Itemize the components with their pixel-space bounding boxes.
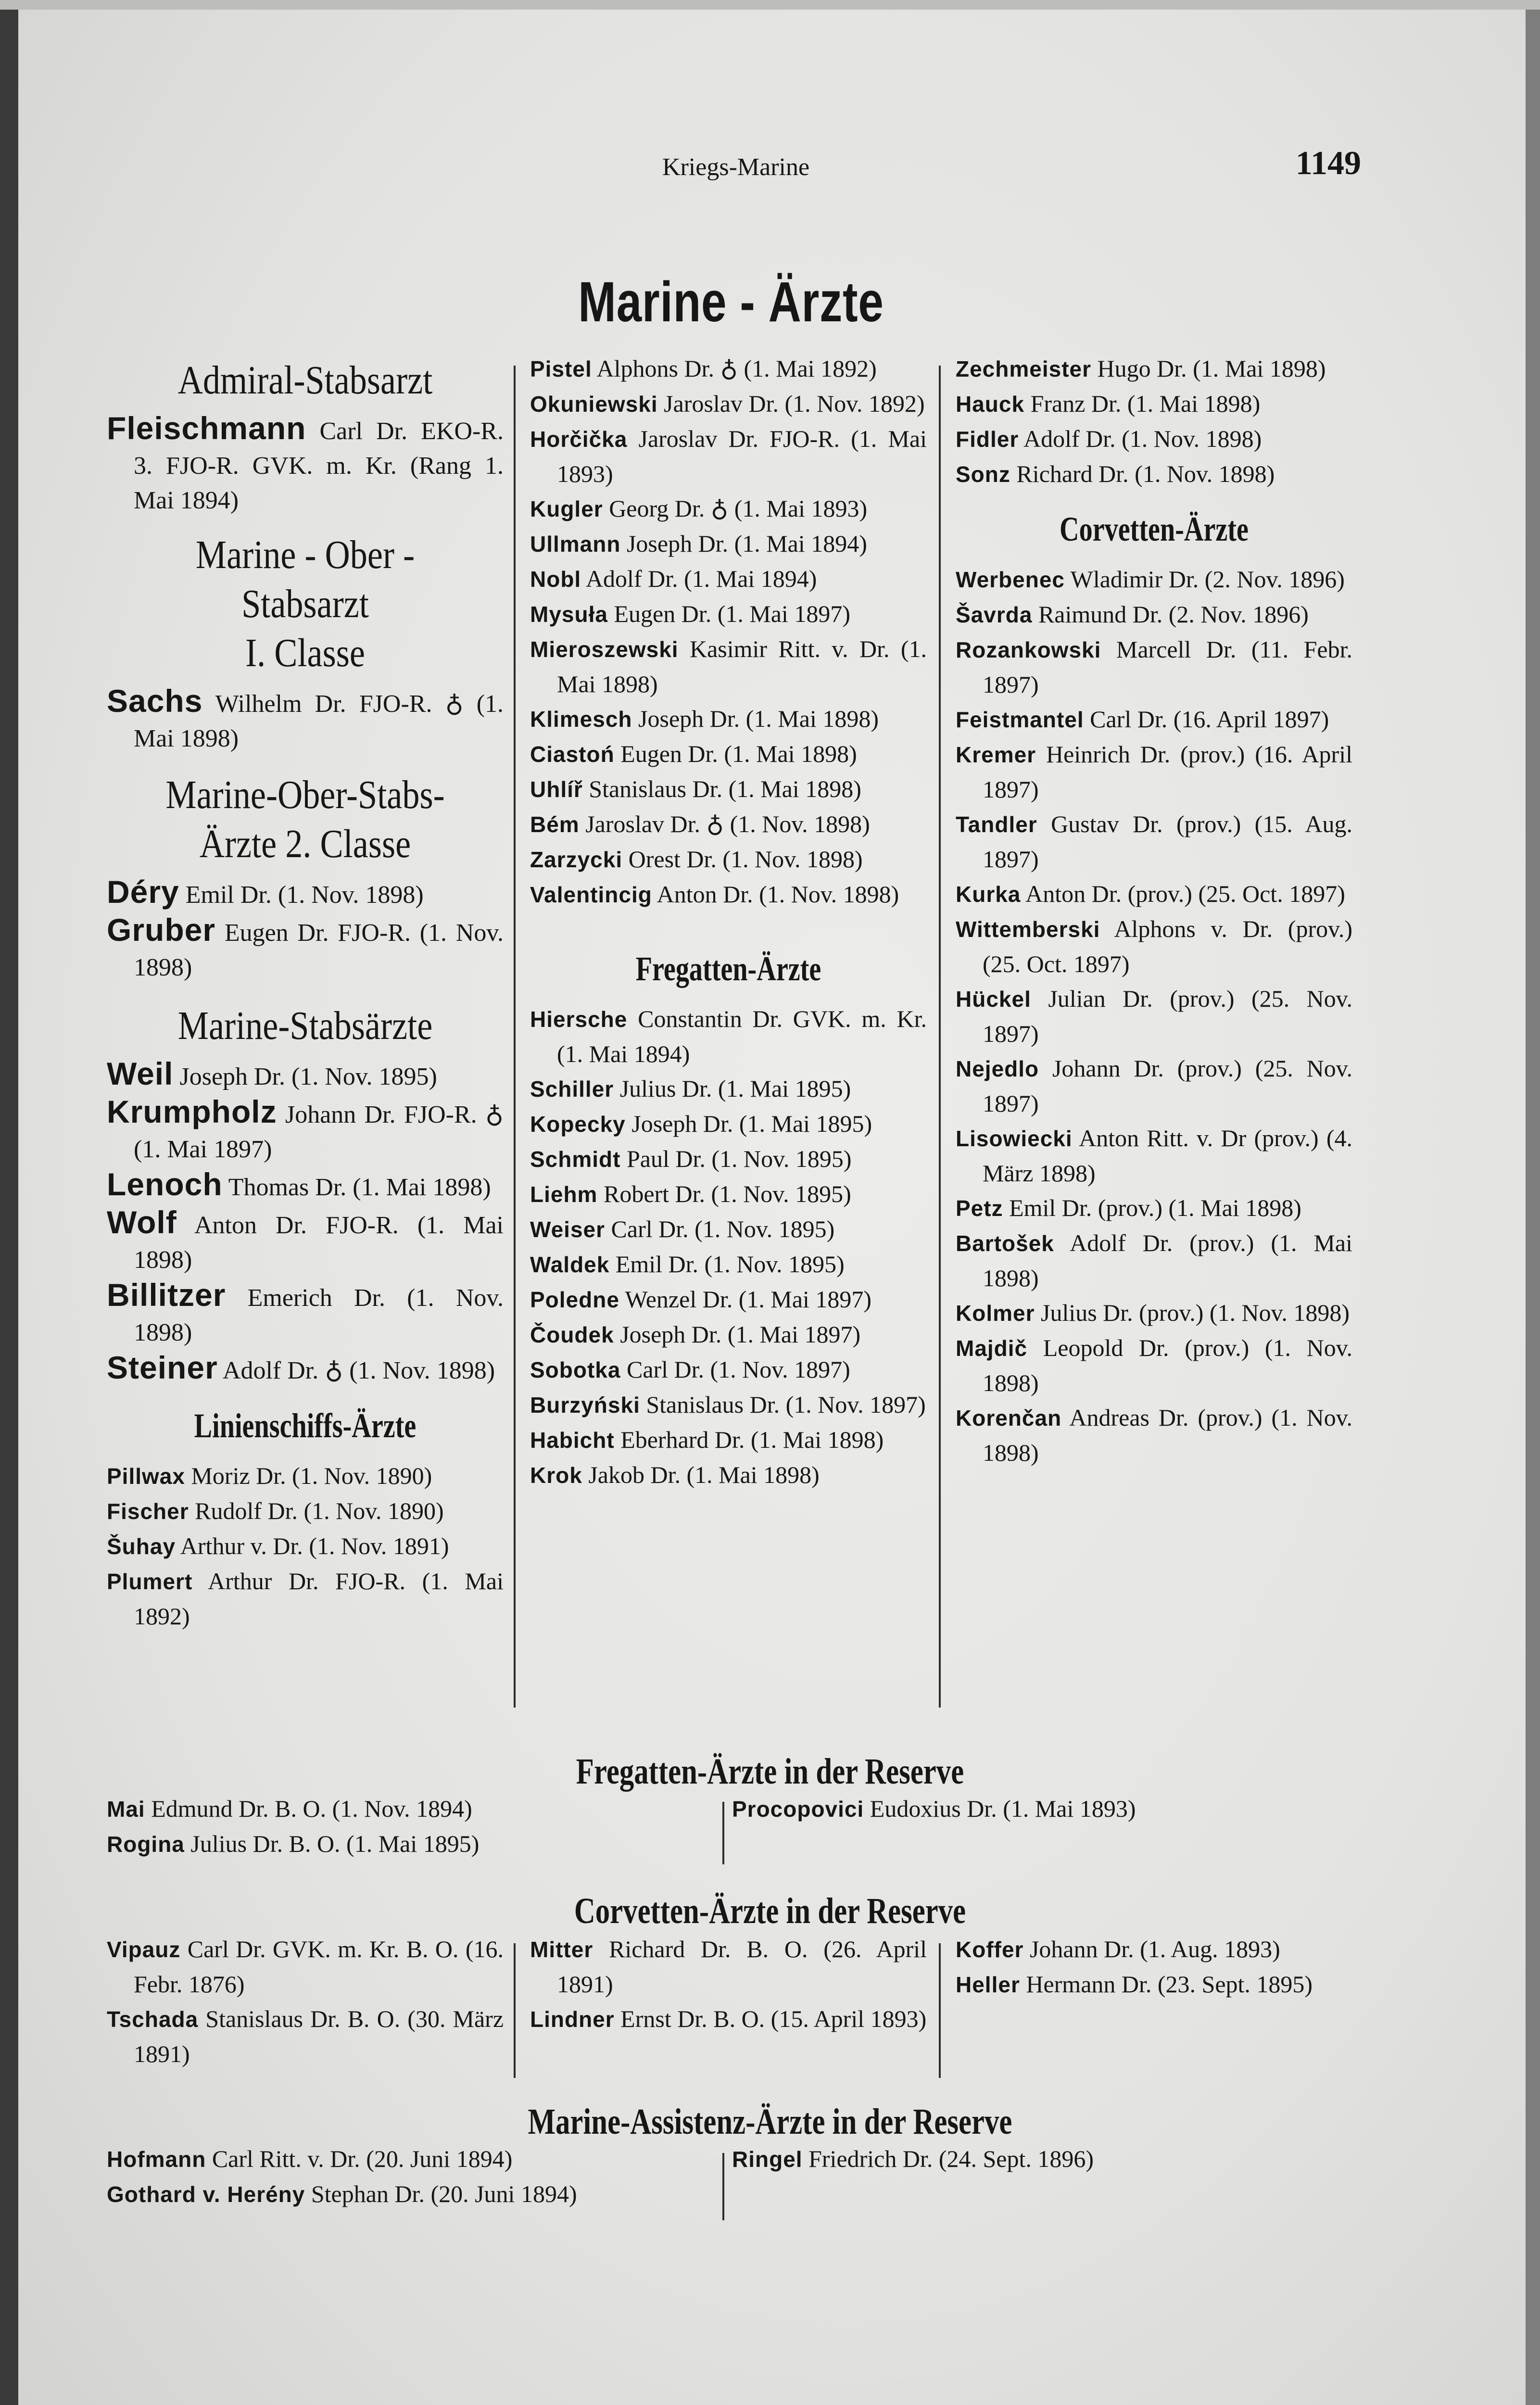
fregatten-list — [530, 1001, 927, 1493]
directory-entry — [530, 526, 927, 561]
directory-entry — [956, 1967, 1352, 2002]
entry-surname: Lindner — [530, 2007, 615, 2032]
entry-details: Edmund Dr. B. O. (1. Nov. 1894) — [151, 1795, 472, 1822]
entry-details: Joseph Dr. (1. Nov. 1895) — [179, 1063, 437, 1090]
entry-details: Adolf Dr. (1. Nov. 1898) — [1023, 425, 1262, 452]
fregatten-reserve-right — [732, 1791, 1357, 1826]
entry-details: Emil Dr. (prov.) (1. Mai 1898) — [1009, 1194, 1301, 1221]
entry-details: Adolf Dr. (1. Mai 1894) — [585, 565, 817, 592]
ober-stabsaerzte-2-list — [107, 874, 504, 985]
directory-entry — [732, 1791, 1357, 1826]
directory-entry — [530, 1001, 927, 1071]
directory-entry — [530, 491, 927, 526]
directory-entry — [107, 2001, 504, 2071]
entry-details: Joseph Dr. (1. Mai 1897) — [620, 1321, 861, 1348]
entry-surname: Hückel — [956, 987, 1031, 1012]
entry-surname: Ciastoń — [530, 742, 615, 767]
directory-entry — [107, 1791, 708, 1826]
entry-surname: Poledne — [530, 1287, 619, 1312]
directory-entry — [956, 702, 1352, 737]
entry-details: Moriz Dr. (1. Nov. 1890) — [191, 1462, 432, 1489]
entry-surname: Bém — [530, 812, 580, 837]
directory-entry — [530, 632, 927, 701]
entry-details: Emil Dr. (1. Nov. 1898) — [185, 881, 424, 909]
entry-details: Constantin Dr. GVK. m. Kr. (1. Mai 1894) — [557, 1005, 927, 1067]
entry-surname: Liehm — [530, 1182, 598, 1207]
entry-details: Arthur v. Dr. (1. Nov. 1891) — [180, 1532, 449, 1559]
entry-surname: Kopecky — [530, 1112, 626, 1137]
assistenz-reserve-rule — [722, 2153, 724, 2220]
directory-entry — [530, 701, 927, 736]
entry-details: Friedrich Dr. (24. Sept. 1896) — [808, 2145, 1094, 2172]
directory-entry — [107, 1350, 504, 1388]
entry-surname: Waldek — [530, 1252, 610, 1277]
directory-entry — [107, 1564, 504, 1633]
entry-surname: Bartošek — [956, 1231, 1054, 1256]
entry-surname: Billitzer — [107, 1277, 226, 1313]
directory-entry — [107, 2141, 708, 2177]
entry-surname: Uhlíř — [530, 777, 583, 802]
assistenz-reserve-right — [732, 2141, 1357, 2177]
entry-surname: Déry — [107, 874, 179, 910]
entry-details: Carl Dr. (1. Nov. 1897) — [626, 1356, 850, 1383]
entry-surname: Šavrda — [956, 602, 1033, 627]
entry-details: Franz Dr. (1. Mai 1898) — [1030, 390, 1261, 417]
entry-surname: Fleischmann — [107, 410, 306, 446]
directory-entry — [107, 411, 504, 518]
entry-surname: Schiller — [530, 1076, 614, 1101]
column-rule-1 — [514, 366, 516, 1708]
entry-details: Julius Dr. (1. Mai 1895) — [619, 1075, 851, 1102]
column-1 — [107, 351, 504, 1633]
column-2 — [530, 351, 927, 1493]
directory-entry — [530, 772, 927, 807]
directory-entry — [956, 1190, 1352, 1226]
entry-details: Stanislaus Dr. (1. Nov. 1897) — [646, 1391, 926, 1418]
entry-surname: Gruber — [107, 912, 216, 948]
entry-details: Johann Dr. (prov.) (25. Nov. 1897) — [983, 1055, 1352, 1117]
directory-entry — [956, 1121, 1352, 1190]
entry-details: Anton Dr. (1. Nov. 1898) — [656, 881, 899, 908]
entry-surname: Rogina — [107, 1832, 185, 1857]
marine-aerzte-list — [530, 351, 927, 912]
entry-surname: Sobotka — [530, 1357, 621, 1382]
entry-details: Alphons v. Dr. (prov.) (25. Oct. 1897) — [983, 915, 1352, 977]
assistenz-reserve-left — [107, 2141, 708, 2212]
fregatten-reserve-rule — [722, 1802, 724, 1864]
entry-details: Kasimir Ritt. v. Dr. (1. Mai 1898) — [557, 635, 927, 697]
entry-surname: Kolmer — [956, 1301, 1035, 1326]
entry-surname: Pistel — [530, 356, 592, 381]
entry-details: Arthur Dr. FJO-R. (1. Mai 1892) — [134, 1568, 504, 1630]
heading-fregatten-reserve: Fregatten-Ärzte in der Reserve — [576, 1751, 964, 1792]
directory-entry — [956, 1932, 1352, 1967]
directory-entry — [530, 596, 927, 632]
directory-entry — [956, 597, 1352, 632]
column-rule-2 — [939, 366, 941, 1708]
entry-surname: Nobl — [530, 567, 581, 592]
entry-details: Jakob Dr. (1. Mai 1898) — [588, 1461, 820, 1488]
entry-details: Andreas Dr. (prov.) (1. Nov. 1898) — [983, 1404, 1352, 1466]
entry-details: Wenzel Dr. (1. Mai 1897) — [625, 1286, 872, 1313]
page-top-edge — [0, 0, 1540, 10]
entry-details: Johann Dr. (1. Aug. 1893) — [1029, 1936, 1280, 1962]
page-title: Marine - Ärzte — [578, 270, 884, 334]
directory-entry — [530, 561, 927, 596]
directory-entry — [530, 421, 927, 491]
entry-details: Jaroslav Dr. ♁ (1. Nov. 1898) — [585, 810, 870, 837]
entry-details: Raimund Dr. (2. Nov. 1896) — [1038, 601, 1309, 628]
corvetten-reserve-col2 — [530, 1932, 927, 2037]
entry-surname: Plumert — [107, 1569, 193, 1594]
entry-details: Orest Dr. (1. Nov. 1898) — [628, 846, 863, 873]
entry-surname: Sonz — [956, 462, 1010, 487]
admiral-list — [107, 411, 504, 518]
directory-entry — [107, 1094, 504, 1167]
entry-surname: Wolf — [107, 1204, 177, 1240]
directory-entry — [530, 1932, 927, 2001]
entry-surname: Tschada — [107, 2007, 199, 2032]
entry-surname: Valentincig — [530, 882, 652, 907]
entry-details: Eugen Dr. FJO-R. (1. Nov. 1898) — [134, 919, 504, 981]
directory-entry — [956, 351, 1352, 386]
entry-details: Leopold Dr. (prov.) (1. Nov. 1898) — [983, 1334, 1353, 1396]
entry-details: Anton Dr. FJO-R. (1. Mai 1898) — [134, 1212, 504, 1274]
page-right-edge — [1526, 0, 1540, 2405]
entry-details: Paul Dr. (1. Nov. 1895) — [626, 1145, 852, 1172]
directory-entry — [956, 456, 1352, 492]
entry-details: Joseph Dr. (1. Mai 1895) — [631, 1110, 872, 1137]
entry-surname: Krok — [530, 1463, 582, 1488]
directory-entry — [107, 1458, 504, 1494]
directory-entry — [530, 1212, 927, 1247]
entry-surname: Weiser — [530, 1217, 606, 1242]
directory-entry — [956, 421, 1352, 456]
entry-surname: Nejedlo — [956, 1056, 1039, 1081]
entry-surname: Kremer — [956, 742, 1036, 767]
directory-entry — [530, 1177, 927, 1212]
entry-surname: Burzyński — [530, 1392, 640, 1418]
entry-surname: Čoudek — [530, 1322, 614, 1347]
entry-surname: Korenčan — [956, 1405, 1062, 1430]
entry-surname: Werbenec — [956, 567, 1065, 592]
directory-entry — [956, 1226, 1352, 1295]
directory-entry — [530, 1247, 927, 1282]
entry-details: Jaroslav Dr. (1. Nov. 1892) — [664, 390, 925, 417]
entry-details: Stanislaus Dr. B. O. (30. März 1891) — [134, 2005, 504, 2067]
directory-entry — [107, 874, 504, 912]
page-number: 1149 — [1295, 145, 1361, 182]
entry-details: Stephan Dr. (20. Juni 1894) — [311, 2180, 577, 2207]
entry-surname: Lisowiecki — [956, 1126, 1073, 1151]
directory-entry — [956, 911, 1352, 981]
directory-entry — [956, 1295, 1352, 1330]
corvetten-reserve-rule-2 — [939, 1943, 941, 2078]
fregatten-reserve-left — [107, 1791, 708, 1861]
entry-details: Adolf Dr. ♁ (1. Nov. 1898) — [222, 1357, 495, 1384]
directory-entry — [530, 1317, 927, 1352]
entry-surname: Steiner — [107, 1350, 218, 1385]
entry-details: Eugen Dr. (1. Mai 1898) — [620, 740, 857, 767]
entry-details: Emil Dr. (1. Nov. 1895) — [615, 1251, 845, 1278]
directory-entry — [530, 877, 927, 912]
entry-surname: Mitter — [530, 1937, 593, 1962]
entry-surname: Kugler — [530, 496, 603, 521]
directory-entry — [107, 1826, 708, 1861]
entry-details: Eugen Dr. (1. Mai 1897) — [614, 600, 851, 627]
entry-surname: Weil — [107, 1056, 174, 1091]
entry-surname: Procopovici — [732, 1797, 864, 1822]
heading-corvetten-reserve: Corvetten-Ärzte in der Reserve — [574, 1891, 966, 1931]
directory-entry — [956, 981, 1352, 1051]
entry-details: Carl Dr. (1. Nov. 1895) — [611, 1215, 835, 1242]
directory-entry — [530, 807, 927, 842]
entry-surname: Ullmann — [530, 532, 621, 557]
entry-details: Gustav Dr. (prov.) (15. Aug. 1897) — [983, 810, 1353, 873]
entry-details: Jaroslav Dr. FJO-R. (1. Mai 1893) — [557, 425, 927, 487]
entry-details: Thomas Dr. (1. Mai 1898) — [228, 1174, 491, 1201]
heading-admiral-stabsarzt: Admiral-Stabsarzt — [177, 358, 433, 403]
entry-surname: Tandler — [956, 812, 1037, 837]
directory-entry — [732, 2141, 1357, 2177]
entry-surname: Rozankowski — [956, 637, 1101, 662]
entry-details: Anton Ritt. v. Dr (prov.) (4. März 1898) — [983, 1125, 1353, 1187]
entry-surname: Schmidt — [530, 1147, 621, 1172]
entry-details: Julius Dr. (prov.) (1. Nov. 1898) — [1040, 1299, 1350, 1326]
heading-fregatten-aerzte: Fregatten-Ärzte — [635, 949, 821, 988]
directory-entry — [107, 912, 504, 985]
directory-entry — [530, 842, 927, 877]
entry-surname: Kurka — [956, 882, 1021, 907]
entry-surname: Petz — [956, 1196, 1003, 1221]
entry-details: Hermann Dr. (23. Sept. 1895) — [1026, 1971, 1313, 1998]
entry-details: Hugo Dr. (1. Mai 1898) — [1097, 355, 1326, 382]
directory-entry — [956, 386, 1352, 421]
directory-entry — [107, 1056, 504, 1094]
directory-entry — [530, 1282, 927, 1317]
heading-ober-stabsarzt-1-line2: I. Classe — [245, 631, 365, 675]
entry-details: Julius Dr. B. O. (1. Mai 1895) — [190, 1830, 480, 1857]
entry-surname: Zarzycki — [530, 847, 623, 872]
running-head: Kriegs-Marine — [662, 153, 810, 181]
entry-details: Alphons Dr. ♁ (1. Mai 1892) — [596, 355, 877, 382]
corvetten-list — [956, 562, 1352, 1470]
entry-details: Anton Dr. (prov.) (25. Oct. 1897) — [1025, 880, 1345, 907]
entry-surname: Mysuła — [530, 602, 608, 627]
directory-entry — [107, 684, 504, 756]
page-left-edge — [0, 0, 18, 2405]
directory-entry — [956, 632, 1352, 702]
directory-entry — [956, 1400, 1352, 1470]
column-3 — [956, 351, 1352, 1470]
directory-entry — [107, 1205, 504, 1278]
heading-assistenz-reserve: Marine-Assistenz-Ärzte in der Reserve — [528, 2101, 1012, 2142]
directory-entry — [107, 1932, 504, 2001]
heading-linienschiffs-aerzte: Linienschiffs-Ärzte — [194, 1406, 417, 1445]
heading-ober-stabsaerzte-2-line1: Marine-Ober-Stabs- — [165, 772, 445, 817]
entry-surname: Klimesch — [530, 707, 632, 732]
entry-details: Georg Dr. ♁ (1. Mai 1893) — [609, 495, 868, 522]
directory-entry — [956, 1330, 1352, 1400]
heading-ober-stabsarzt-1-line1: Marine - Ober - Stabsarzt — [195, 532, 415, 626]
directory-entry — [956, 562, 1352, 597]
directory-entry — [530, 1422, 927, 1457]
entry-surname: Majdič — [956, 1336, 1028, 1361]
entry-surname: Feistmantel — [956, 707, 1084, 732]
directory-entry — [107, 2177, 708, 2212]
corvetten-reserve-col1 — [107, 1932, 504, 2071]
col3-top-list — [956, 351, 1352, 492]
entry-surname: Ringel — [732, 2147, 803, 2172]
entry-details: Joseph Dr. (1. Mai 1898) — [638, 705, 879, 732]
entry-details: Marcell Dr. (11. Febr. 1897) — [983, 636, 1353, 698]
entry-surname: Heller — [956, 1972, 1020, 1997]
corvetten-reserve-col3 — [956, 1932, 1352, 2002]
entry-details: Joseph Dr. (1. Mai 1894) — [626, 530, 867, 557]
entry-surname: Mieroszewski — [530, 637, 679, 662]
entry-surname: Vipauz — [107, 1937, 181, 1962]
entry-details: Robert Dr. (1. Nov. 1895) — [603, 1180, 851, 1207]
directory-entry — [530, 1352, 927, 1387]
entry-surname: Hauck — [956, 392, 1025, 417]
entry-surname: Habicht — [530, 1428, 615, 1453]
entry-surname: Lenoch — [107, 1166, 223, 1202]
directory-entry — [530, 351, 927, 386]
entry-details: Carl Dr. (16. April 1897) — [1090, 706, 1329, 733]
directory-entry — [530, 1387, 927, 1422]
directory-entry — [956, 1051, 1352, 1121]
entry-details: Heinrich Dr. (prov.) (16. April 1897) — [983, 741, 1352, 803]
heading-ober-stabsaerzte-2-line2: Ärzte 2. Classe — [199, 822, 411, 866]
entry-details: Carl Ritt. v. Dr. (20. Juni 1894) — [212, 2145, 513, 2172]
entry-details: Carl Dr. EKO-R. 3. FJO-R. GVK. m. Kr. (Rang 1. Mai 1894) — [134, 418, 504, 514]
directory-entry — [530, 1106, 927, 1141]
linienschiffs-list — [107, 1458, 504, 1633]
directory-entry — [530, 1457, 927, 1493]
entry-surname: Zechmeister — [956, 356, 1092, 381]
entry-surname: Koffer — [956, 1937, 1024, 1962]
entry-surname: Hofmann — [107, 2147, 206, 2172]
entry-surname: Gothard v. Herény — [107, 2182, 305, 2207]
entry-surname: Mai — [107, 1797, 145, 1822]
entry-details: Adolf Dr. (prov.) (1. Mai 1898) — [983, 1229, 1353, 1291]
entry-surname: Fidler — [956, 427, 1019, 452]
entry-details: Johann Dr. FJO-R. ♁ (1. Mai 1897) — [134, 1101, 504, 1163]
stabsaerzte-list — [107, 1056, 504, 1388]
entry-surname: Horčička — [530, 427, 628, 452]
entry-details: Wilhelm Dr. FJO-R. ♁ (1. Mai 1898) — [134, 690, 504, 752]
directory-entry — [107, 1278, 504, 1350]
entry-surname: Krumpholz — [107, 1094, 277, 1129]
directory-entry — [956, 876, 1352, 911]
heading-corvetten-aerzte: Corvetten-Ärzte — [1060, 510, 1249, 548]
entry-surname: Sachs — [107, 683, 203, 719]
entry-surname: Hiersche — [530, 1007, 628, 1032]
entry-details: Eberhard Dr. (1. Mai 1898) — [620, 1426, 884, 1453]
corvetten-reserve-rule-1 — [514, 1943, 516, 2078]
entry-surname: Fischer — [107, 1499, 189, 1524]
entry-details: Wladimir Dr. (2. Nov. 1896) — [1070, 566, 1345, 593]
entry-details: Eudoxius Dr. (1. Mai 1893) — [870, 1795, 1136, 1822]
entry-details: Emerich Dr. (1. Nov. 1898) — [134, 1284, 504, 1346]
entry-details: Carl Dr. GVK. m. Kr. B. O. (16. Febr. 1876) — [134, 1936, 504, 1998]
directory-entry — [530, 386, 927, 421]
entry-details: Julian Dr. (prov.) (25. Nov. 1897) — [983, 985, 1352, 1047]
heading-stabsaerzte: Marine-Stabsärzte — [177, 1003, 433, 1048]
directory-entry — [107, 1529, 504, 1564]
entry-details: Ernst Dr. B. O. (15. April 1893) — [620, 2005, 927, 2032]
entry-surname: Šuhay — [107, 1534, 176, 1559]
ober-stabsarzt-1-list — [107, 684, 504, 756]
entry-details: Stanislaus Dr. (1. Mai 1898) — [589, 775, 861, 802]
entry-surname: Pillwax — [107, 1464, 185, 1489]
directory-entry — [107, 1167, 504, 1205]
directory-entry — [530, 1141, 927, 1177]
directory-entry — [530, 1071, 927, 1106]
directory-entry — [530, 2001, 927, 2037]
directory-entry — [530, 736, 927, 772]
directory-entry — [956, 807, 1352, 876]
entry-details: Richard Dr. B. O. (26. April 1891) — [557, 1936, 927, 1998]
directory-entry — [956, 737, 1352, 807]
directory-entry — [107, 1494, 504, 1529]
entry-surname: Okuniewski — [530, 392, 658, 417]
entry-details: Rudolf Dr. (1. Nov. 1890) — [195, 1497, 444, 1524]
entry-surname: Wittemberski — [956, 917, 1100, 942]
entry-details: Richard Dr. (1. Nov. 1898) — [1016, 460, 1275, 487]
